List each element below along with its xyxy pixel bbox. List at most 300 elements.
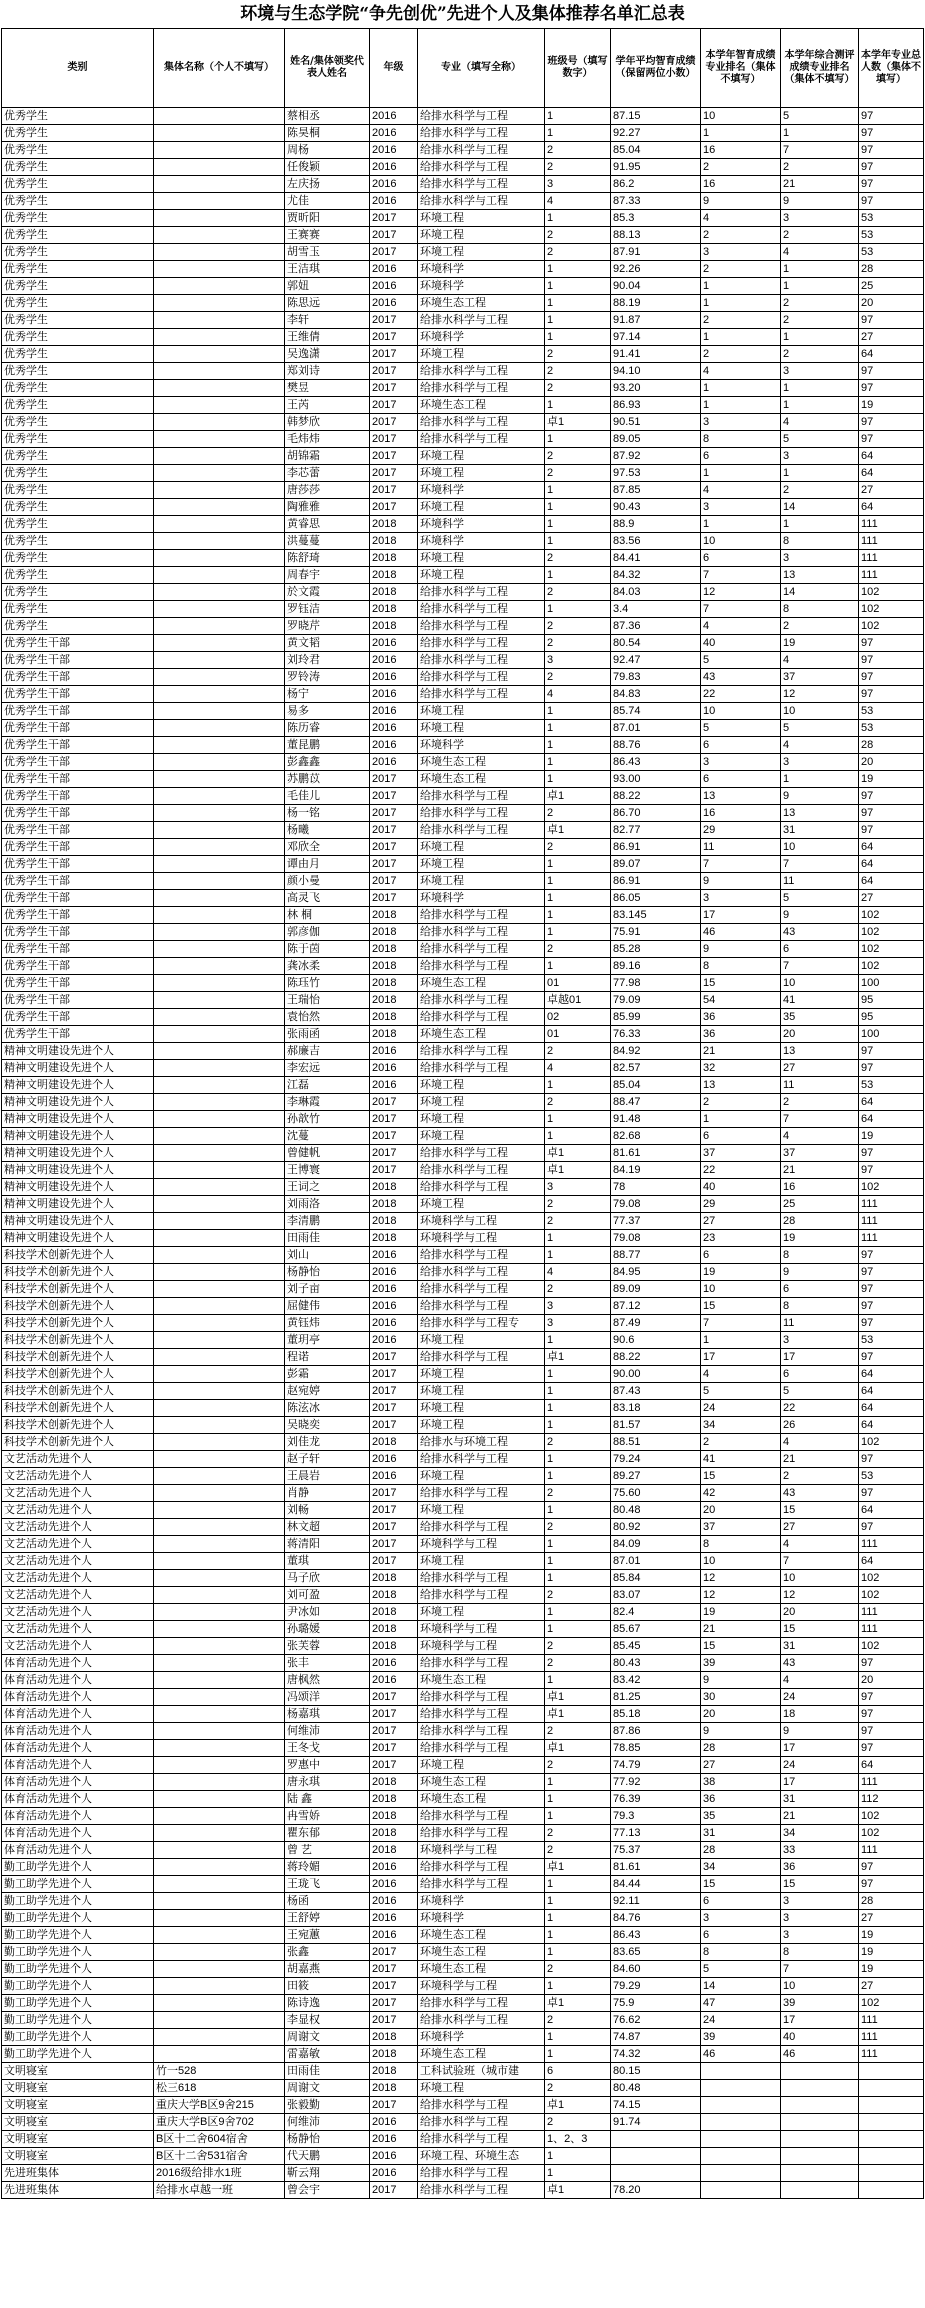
table-cell[interactable]: 87.91 [611, 244, 701, 261]
table-cell[interactable]: 2018 [370, 1621, 418, 1638]
table-cell[interactable]: 给排水科学与工程 [418, 958, 545, 975]
table-cell[interactable] [154, 992, 285, 1009]
table-cell[interactable]: 1 [701, 329, 781, 346]
table-cell[interactable]: 王宛蕙 [285, 1927, 370, 1944]
table-cell[interactable]: 80.54 [611, 635, 701, 652]
table-cell[interactable]: 7 [701, 856, 781, 873]
table-cell[interactable]: 2018 [370, 2080, 418, 2097]
table-cell[interactable]: 88.47 [611, 1094, 701, 1111]
table-cell[interactable]: 给排水科学与工程 [418, 1655, 545, 1672]
table-cell[interactable]: 2016 [370, 159, 418, 176]
table-cell[interactable]: 精神文明建设先进个人 [2, 1162, 154, 1179]
table-cell[interactable] [154, 1026, 285, 1043]
table-cell[interactable]: 79.83 [611, 669, 701, 686]
table-cell[interactable]: 卓1 [545, 2097, 611, 2114]
table-cell[interactable]: 优秀学生干部 [2, 822, 154, 839]
table-cell[interactable] [154, 686, 285, 703]
table-cell[interactable]: 陈历睿 [285, 720, 370, 737]
table-cell[interactable]: 陈泫冰 [285, 1400, 370, 1417]
table-cell[interactable]: 1 [545, 703, 611, 720]
table-cell[interactable]: 80.48 [611, 1502, 701, 1519]
table-cell[interactable]: 3 [701, 499, 781, 516]
table-cell[interactable]: 89.05 [611, 431, 701, 448]
table-cell[interactable] [154, 295, 285, 312]
table-cell[interactable]: 卓1 [545, 1689, 611, 1706]
table-cell[interactable]: 22 [781, 1400, 859, 1417]
table-cell[interactable]: 2 [781, 295, 859, 312]
table-cell[interactable]: 优秀学生 [2, 380, 154, 397]
table-cell[interactable]: 34 [781, 1825, 859, 1842]
table-cell[interactable]: 优秀学生干部 [2, 1009, 154, 1026]
table-cell[interactable]: 83.145 [611, 907, 701, 924]
table-cell[interactable]: 环境工程 [418, 1094, 545, 1111]
table-cell[interactable]: 王舒婷 [285, 1910, 370, 1927]
table-cell[interactable]: 优秀学生 [2, 601, 154, 618]
table-cell[interactable]: 35 [781, 1009, 859, 1026]
table-cell[interactable]: 8 [781, 533, 859, 550]
table-cell[interactable]: 环境科学 [418, 278, 545, 295]
table-cell[interactable] [154, 2012, 285, 2029]
table-cell[interactable]: 优秀学生干部 [2, 771, 154, 788]
table-cell[interactable]: 冯颂洋 [285, 1689, 370, 1706]
table-cell[interactable]: 环境科学 [418, 1910, 545, 1927]
table-cell[interactable]: 102 [859, 1995, 924, 2012]
table-cell[interactable]: 勤工助学先进个人 [2, 1927, 154, 1944]
table-cell[interactable]: 精神文明建设先进个人 [2, 1128, 154, 1145]
table-cell[interactable]: 6 [781, 941, 859, 958]
table-cell[interactable]: 24 [701, 1400, 781, 1417]
table-cell[interactable]: 科技学术创新先进个人 [2, 1247, 154, 1264]
table-cell[interactable]: 111 [859, 2029, 924, 2046]
table-cell[interactable]: 4 [545, 1264, 611, 1281]
table-cell[interactable]: 2018 [370, 1196, 418, 1213]
table-cell[interactable]: 2017 [370, 363, 418, 380]
table-cell[interactable]: 1 [545, 431, 611, 448]
table-cell[interactable] [859, 2131, 924, 2148]
table-cell[interactable]: 102 [859, 618, 924, 635]
table-cell[interactable]: 11 [781, 1077, 859, 1094]
table-cell[interactable]: 1 [545, 1978, 611, 1995]
table-cell[interactable]: 84.19 [611, 1162, 701, 1179]
table-cell[interactable] [701, 2114, 781, 2131]
table-cell[interactable]: 优秀学生 [2, 516, 154, 533]
table-cell[interactable]: 林 桐 [285, 907, 370, 924]
table-cell[interactable]: 精神文明建设先进个人 [2, 1077, 154, 1094]
table-cell[interactable]: 5 [701, 720, 781, 737]
table-cell[interactable]: 5 [701, 652, 781, 669]
table-cell[interactable] [154, 822, 285, 839]
table-cell[interactable] [154, 1910, 285, 1927]
table-cell[interactable]: 1 [545, 601, 611, 618]
table-cell[interactable]: 85.28 [611, 941, 701, 958]
table-cell[interactable]: 2018 [370, 907, 418, 924]
table-cell[interactable] [154, 890, 285, 907]
table-cell[interactable]: 曾健帆 [285, 1145, 370, 1162]
table-cell[interactable]: 优秀学生干部 [2, 703, 154, 720]
table-cell[interactable]: 1 [701, 295, 781, 312]
table-cell[interactable]: 卓1 [545, 1349, 611, 1366]
table-cell[interactable]: 8 [701, 1536, 781, 1553]
table-cell[interactable] [154, 1740, 285, 1757]
table-cell[interactable]: 优秀学生 [2, 108, 154, 125]
table-cell[interactable] [154, 1519, 285, 1536]
table-cell[interactable]: 2016 [370, 720, 418, 737]
table-cell[interactable]: 97 [859, 1859, 924, 1876]
table-cell[interactable] [781, 2080, 859, 2097]
table-cell[interactable]: 2016 [370, 1247, 418, 1264]
table-cell[interactable]: 环境科学 [418, 737, 545, 754]
table-cell[interactable]: 77.37 [611, 1213, 701, 1230]
table-cell[interactable]: 8 [781, 1298, 859, 1315]
table-cell[interactable]: 2016 [370, 1859, 418, 1876]
table-cell[interactable]: 97.53 [611, 465, 701, 482]
table-cell[interactable]: 科技学术创新先进个人 [2, 1417, 154, 1434]
table-cell[interactable]: 10 [781, 975, 859, 992]
table-cell[interactable] [154, 1774, 285, 1791]
table-cell[interactable] [154, 397, 285, 414]
table-cell[interactable]: 环境生态工程 [418, 1961, 545, 1978]
table-cell[interactable]: 环境科学 [418, 261, 545, 278]
table-cell[interactable]: 环境工程 [418, 465, 545, 482]
table-cell[interactable]: 87.12 [611, 1298, 701, 1315]
table-cell[interactable]: 优秀学生 [2, 312, 154, 329]
table-cell[interactable]: 2 [701, 1434, 781, 1451]
table-cell[interactable] [154, 1417, 285, 1434]
table-cell[interactable]: 先进班集体 [2, 2165, 154, 2182]
table-cell[interactable]: 1 [781, 125, 859, 142]
table-cell[interactable]: 2 [781, 159, 859, 176]
table-cell[interactable]: 75.60 [611, 1485, 701, 1502]
table-cell[interactable]: 97 [859, 1145, 924, 1162]
table-cell[interactable]: 卓越01 [545, 992, 611, 1009]
table-cell[interactable]: 79.08 [611, 1196, 701, 1213]
table-cell[interactable]: 卓1 [545, 1145, 611, 1162]
table-cell[interactable]: 文艺活动先进个人 [2, 1638, 154, 1655]
table-cell[interactable] [781, 2131, 859, 2148]
table-cell[interactable]: 4 [781, 1128, 859, 1145]
table-cell[interactable]: 给排水科学与工程 [418, 618, 545, 635]
table-cell[interactable]: 1 [701, 1111, 781, 1128]
table-cell[interactable]: 环境科学 [418, 482, 545, 499]
table-cell[interactable] [154, 244, 285, 261]
table-cell[interactable]: 勤工助学先进个人 [2, 2046, 154, 2063]
table-cell[interactable]: 100 [859, 1026, 924, 1043]
table-cell[interactable]: 2 [545, 380, 611, 397]
table-cell[interactable]: 2016 [370, 1876, 418, 1893]
table-cell[interactable]: 9 [781, 788, 859, 805]
table-cell[interactable]: 1 [545, 2046, 611, 2063]
table-cell[interactable]: 53 [859, 244, 924, 261]
table-cell[interactable]: 瞿东郁 [285, 1825, 370, 1842]
table-cell[interactable]: 卓1 [545, 1995, 611, 2012]
table-cell[interactable]: 田筱 [285, 1978, 370, 1995]
table-cell[interactable]: 8 [781, 1944, 859, 1961]
table-cell[interactable] [154, 1315, 285, 1332]
table-cell[interactable]: 给排水科学与工程 [418, 2182, 545, 2199]
table-cell[interactable]: 尹冰如 [285, 1604, 370, 1621]
table-cell[interactable]: 体育活动先进个人 [2, 1842, 154, 1859]
table-cell[interactable]: 64 [859, 465, 924, 482]
table-cell[interactable] [154, 227, 285, 244]
table-cell[interactable]: 韩梦欣 [285, 414, 370, 431]
table-cell[interactable]: 22 [701, 1162, 781, 1179]
table-cell[interactable]: 40 [781, 2029, 859, 2046]
table-cell[interactable] [154, 363, 285, 380]
table-cell[interactable]: 优秀学生干部 [2, 737, 154, 754]
table-cell[interactable]: 91.95 [611, 159, 701, 176]
table-cell[interactable]: 1 [545, 754, 611, 771]
table-cell[interactable]: 19 [859, 1944, 924, 1961]
table-cell[interactable]: 79.3 [611, 1808, 701, 1825]
table-cell[interactable]: 64 [859, 1502, 924, 1519]
table-cell[interactable]: 88.13 [611, 227, 701, 244]
table-cell[interactable]: 86.91 [611, 873, 701, 890]
table-cell[interactable]: 给排水与环境工程 [418, 1434, 545, 1451]
table-cell[interactable] [154, 380, 285, 397]
table-cell[interactable]: 文艺活动先进个人 [2, 1536, 154, 1553]
table-cell[interactable]: 76.62 [611, 2012, 701, 2029]
table-cell[interactable]: 64 [859, 1094, 924, 1111]
table-cell[interactable]: 80.43 [611, 1655, 701, 1672]
table-cell[interactable]: 勤工助学先进个人 [2, 1995, 154, 2012]
table-cell[interactable]: 15 [701, 1638, 781, 1655]
table-cell[interactable]: 90.00 [611, 1366, 701, 1383]
table-cell[interactable]: 13 [781, 805, 859, 822]
table-cell[interactable]: 给排水科学与工程 [418, 1162, 545, 1179]
table-cell[interactable]: 97 [859, 1655, 924, 1672]
table-cell[interactable]: 给排水科学与工程 [418, 1009, 545, 1026]
table-cell[interactable]: 董玥亭 [285, 1332, 370, 1349]
table-cell[interactable]: 3 [701, 244, 781, 261]
table-cell[interactable]: 2017 [370, 805, 418, 822]
table-cell[interactable]: 环境生态工程 [418, 975, 545, 992]
table-cell[interactable]: 1 [545, 1468, 611, 1485]
table-cell[interactable]: 2016 [370, 1077, 418, 1094]
table-cell[interactable]: 环境科学 [418, 890, 545, 907]
table-cell[interactable]: 53 [859, 703, 924, 720]
table-cell[interactable]: 环境工程 [418, 1502, 545, 1519]
table-cell[interactable]: 2017 [370, 448, 418, 465]
table-cell[interactable]: 3 [545, 176, 611, 193]
table-cell[interactable]: 80.15 [611, 2063, 701, 2080]
table-cell[interactable] [154, 1264, 285, 1281]
table-cell[interactable]: 3 [781, 1893, 859, 1910]
table-cell[interactable]: 15 [701, 1298, 781, 1315]
table-cell[interactable]: 2018 [370, 1774, 418, 1791]
table-cell[interactable]: 78 [611, 1179, 701, 1196]
table-cell[interactable]: 3 [701, 414, 781, 431]
table-cell[interactable]: 2 [545, 1094, 611, 1111]
table-cell[interactable] [154, 1706, 285, 1723]
table-cell[interactable]: 2016 [370, 2114, 418, 2131]
table-cell[interactable]: 周春宇 [285, 567, 370, 584]
table-cell[interactable]: 7 [781, 1553, 859, 1570]
table-cell[interactable]: 沈蔓 [285, 1128, 370, 1145]
table-cell[interactable]: 1 [545, 1077, 611, 1094]
table-cell[interactable]: 环境工程 [418, 244, 545, 261]
table-cell[interactable]: 王晨岩 [285, 1468, 370, 1485]
table-cell[interactable]: 5 [781, 431, 859, 448]
table-cell[interactable] [154, 533, 285, 550]
table-cell[interactable]: 1 [781, 329, 859, 346]
table-cell[interactable]: 21 [781, 1808, 859, 1825]
table-cell[interactable]: 2017 [370, 227, 418, 244]
table-cell[interactable]: 勤工助学先进个人 [2, 1944, 154, 1961]
table-cell[interactable] [154, 312, 285, 329]
table-cell[interactable]: 2017 [370, 1366, 418, 1383]
table-cell[interactable]: 97.14 [611, 329, 701, 346]
table-cell[interactable]: 1 [545, 1944, 611, 1961]
table-cell[interactable]: 2 [701, 312, 781, 329]
table-cell[interactable]: 10 [781, 839, 859, 856]
table-cell[interactable]: 3 [781, 1332, 859, 1349]
table-cell[interactable]: 文艺活动先进个人 [2, 1604, 154, 1621]
table-cell[interactable] [154, 1434, 285, 1451]
table-cell[interactable]: 111 [859, 1230, 924, 1247]
table-cell[interactable]: 17 [781, 2012, 859, 2029]
table-cell[interactable]: 环境生态工程 [418, 295, 545, 312]
table-cell[interactable] [154, 1451, 285, 1468]
table-cell[interactable]: 2017 [370, 1349, 418, 1366]
table-cell[interactable]: 4 [781, 414, 859, 431]
table-cell[interactable]: 邓欣全 [285, 839, 370, 856]
table-cell[interactable]: 环境工程 [418, 210, 545, 227]
table-cell[interactable]: 体育活动先进个人 [2, 1774, 154, 1791]
table-cell[interactable]: 85.74 [611, 703, 701, 720]
table-cell[interactable]: 97 [859, 1162, 924, 1179]
table-cell[interactable]: 10 [781, 1978, 859, 1995]
table-cell[interactable]: 胡锦霜 [285, 448, 370, 465]
table-cell[interactable]: 64 [859, 1400, 924, 1417]
table-cell[interactable]: 优秀学生 [2, 482, 154, 499]
table-cell[interactable]: 88.22 [611, 1349, 701, 1366]
table-cell[interactable]: 97 [859, 1315, 924, 1332]
table-cell[interactable]: 2 [545, 244, 611, 261]
table-cell[interactable]: 环境工程 [418, 346, 545, 363]
table-cell[interactable]: 24 [701, 2012, 781, 2029]
table-cell[interactable]: 环境工程 [418, 1366, 545, 1383]
table-cell[interactable]: 2017 [370, 397, 418, 414]
table-cell[interactable] [154, 1060, 285, 1077]
table-cell[interactable]: 优秀学生 [2, 414, 154, 431]
table-cell[interactable]: 1 [545, 924, 611, 941]
table-cell[interactable]: 41 [701, 1451, 781, 1468]
table-cell[interactable]: 体育活动先进个人 [2, 1825, 154, 1842]
table-cell[interactable]: 111 [859, 2046, 924, 2063]
table-cell[interactable]: 2 [545, 1213, 611, 1230]
table-cell[interactable]: 林文超 [285, 1519, 370, 1536]
table-cell[interactable]: 19 [859, 771, 924, 788]
table-cell[interactable]: 工科试验班（城市建 [418, 2063, 545, 2080]
table-cell[interactable]: 1 [545, 1128, 611, 1145]
table-cell[interactable]: 2017 [370, 431, 418, 448]
table-cell[interactable]: 2 [545, 363, 611, 380]
table-cell[interactable] [154, 261, 285, 278]
table-cell[interactable]: 14 [701, 1978, 781, 1995]
table-cell[interactable]: 1 [545, 125, 611, 142]
table-cell[interactable]: 环境工程 [418, 856, 545, 873]
table-cell[interactable]: 1 [545, 516, 611, 533]
table-cell[interactable]: 79.08 [611, 1230, 701, 1247]
table-cell[interactable]: 102 [859, 907, 924, 924]
table-cell[interactable]: 2017 [370, 1128, 418, 1145]
table-cell[interactable]: 刘可盈 [285, 1587, 370, 1604]
table-cell[interactable] [154, 1230, 285, 1247]
table-cell[interactable]: 24 [781, 1689, 859, 1706]
table-cell[interactable]: 给排水科学与工程 [418, 431, 545, 448]
table-cell[interactable]: 给排水科学与工程 [418, 1808, 545, 1825]
table-cell[interactable]: 3.4 [611, 601, 701, 618]
table-cell[interactable]: 2 [701, 159, 781, 176]
table-cell[interactable] [154, 1298, 285, 1315]
table-cell[interactable]: 2018 [370, 1009, 418, 1026]
table-cell[interactable]: 64 [859, 448, 924, 465]
table-cell[interactable]: 18 [781, 1706, 859, 1723]
table-cell[interactable]: 给排水科学与工程 [418, 380, 545, 397]
table-cell[interactable]: 优秀学生 [2, 210, 154, 227]
table-cell[interactable]: 31 [781, 1791, 859, 1808]
table-cell[interactable]: 2016 [370, 142, 418, 159]
table-cell[interactable]: 优秀学生干部 [2, 907, 154, 924]
table-cell[interactable]: 勤工助学先进个人 [2, 2029, 154, 2046]
table-cell[interactable] [154, 176, 285, 193]
table-cell[interactable]: 2017 [370, 1740, 418, 1757]
table-cell[interactable]: 28 [859, 261, 924, 278]
table-cell[interactable] [859, 2114, 924, 2131]
table-cell[interactable]: 7 [781, 856, 859, 873]
table-cell[interactable]: 10 [701, 1553, 781, 1570]
table-cell[interactable]: 13 [701, 1077, 781, 1094]
table-cell[interactable]: 34 [701, 1859, 781, 1876]
table-cell[interactable]: 先进班集体 [2, 2182, 154, 2199]
table-cell[interactable]: 卓1 [545, 1740, 611, 1757]
table-cell[interactable] [154, 278, 285, 295]
table-cell[interactable]: 1 [545, 295, 611, 312]
table-cell[interactable]: 环境工程 [418, 1332, 545, 1349]
table-cell[interactable]: 21 [701, 1621, 781, 1638]
table-cell[interactable]: 杨一铭 [285, 805, 370, 822]
table-cell[interactable]: 给排水科学与工程 [418, 1179, 545, 1196]
table-cell[interactable] [154, 1485, 285, 1502]
table-cell[interactable]: 易多 [285, 703, 370, 720]
table-cell[interactable]: 1 [545, 1672, 611, 1689]
table-cell[interactable]: 89.16 [611, 958, 701, 975]
table-cell[interactable]: 76.33 [611, 1026, 701, 1043]
table-cell[interactable]: 90.04 [611, 278, 701, 295]
table-cell[interactable] [154, 1723, 285, 1740]
table-cell[interactable]: 2 [545, 1485, 611, 1502]
table-cell[interactable]: 2016级给排水1班 [154, 2165, 285, 2182]
table-cell[interactable]: 89.27 [611, 1468, 701, 1485]
table-cell[interactable]: 罗惠中 [285, 1757, 370, 1774]
table-cell[interactable]: 46 [701, 2046, 781, 2063]
table-cell[interactable]: 李显权 [285, 2012, 370, 2029]
table-cell[interactable]: 2016 [370, 1281, 418, 1298]
table-cell[interactable]: 97 [859, 1723, 924, 1740]
table-cell[interactable]: 81.57 [611, 1417, 701, 1434]
table-cell[interactable]: 2018 [370, 618, 418, 635]
table-cell[interactable]: 36 [701, 1009, 781, 1026]
table-cell[interactable]: 29 [701, 1196, 781, 1213]
table-cell[interactable]: 给排水科学与工程 [418, 108, 545, 125]
table-cell[interactable]: 1 [545, 1230, 611, 1247]
table-cell[interactable]: 13 [781, 567, 859, 584]
table-cell[interactable]: 蒋清阳 [285, 1536, 370, 1553]
table-cell[interactable]: 优秀学生 [2, 533, 154, 550]
table-cell[interactable]: 2 [701, 1094, 781, 1111]
table-cell[interactable] [154, 448, 285, 465]
table-cell[interactable] [154, 1961, 285, 1978]
